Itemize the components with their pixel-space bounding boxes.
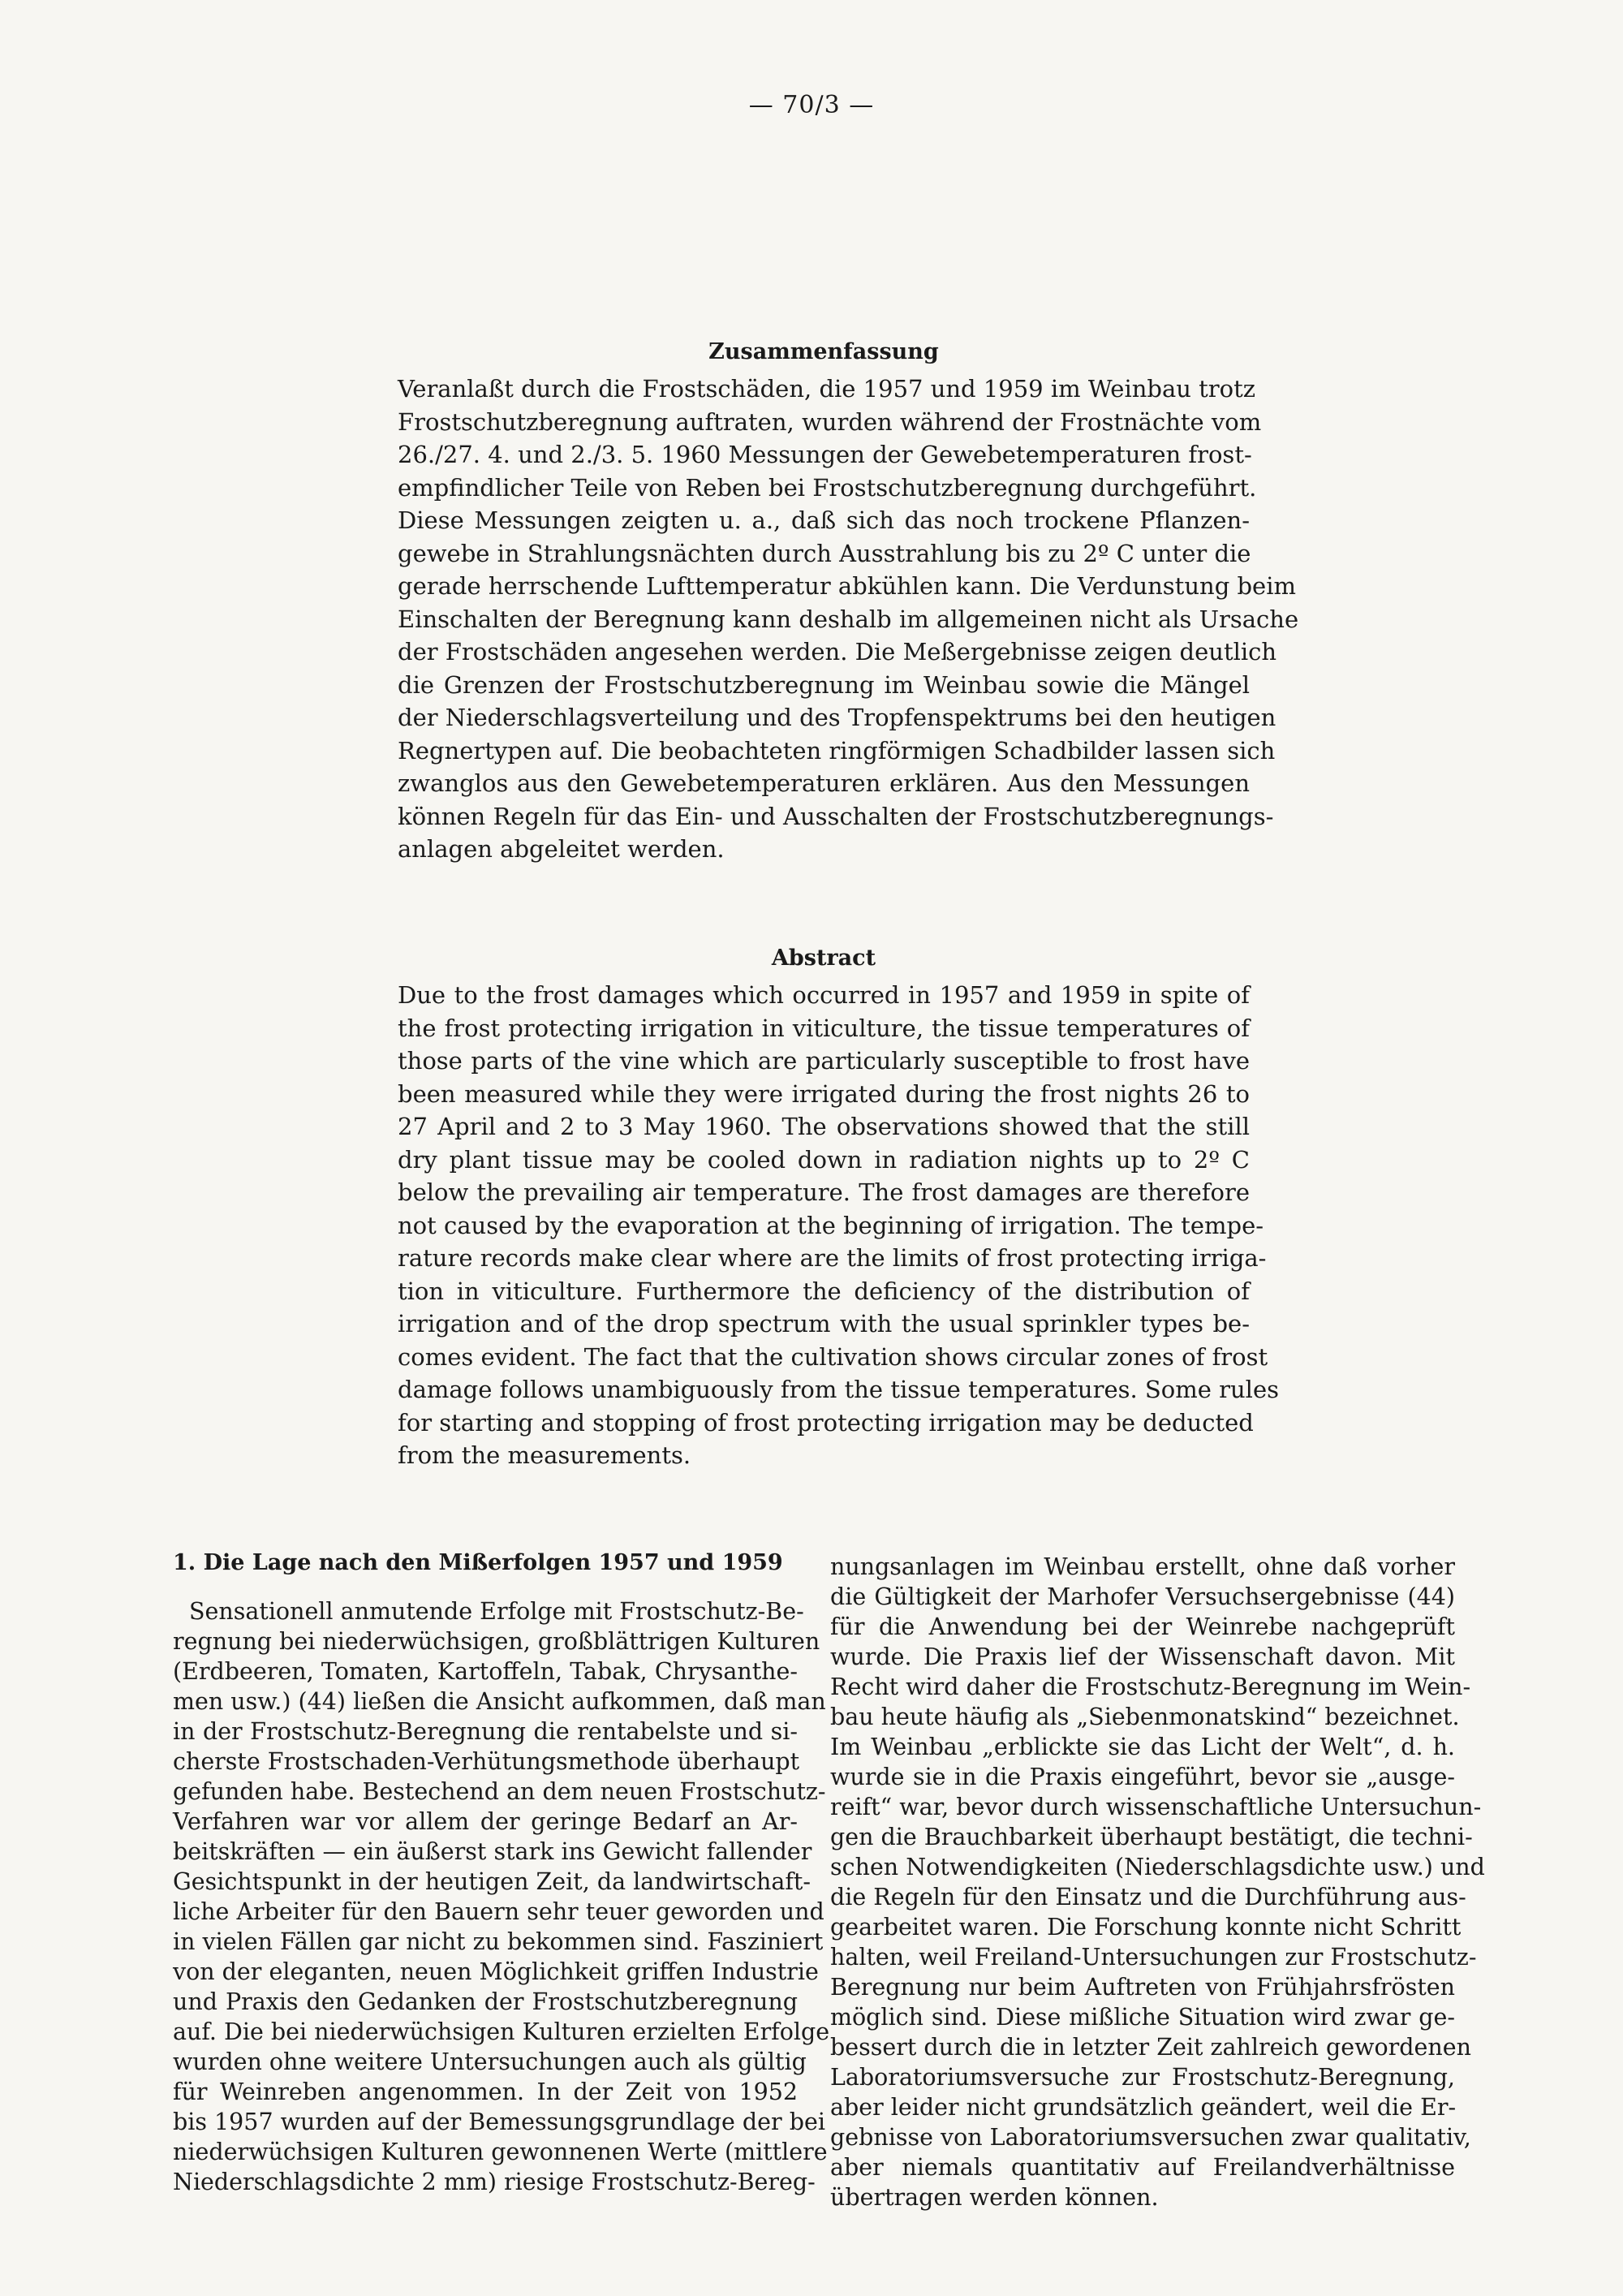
text-line: wurden ohne weitere Untersuchungen auch als gültig xyxy=(173,2048,807,2075)
text-line: rature records make clear where are the limits of frost protecting irriga- xyxy=(398,1244,1267,1272)
english-abstract xyxy=(398,946,1279,1472)
text-line: aber niemals quantitativ auf Freilandverhältnisse xyxy=(830,2154,1455,2181)
text-line: regnung bei niederwüchsigen, großblättrigen Kulturen xyxy=(173,1628,820,1655)
text-line: nungsanlagen im Weinbau erstellt, ohne daß vorher xyxy=(830,1553,1455,1580)
text-line: halten, weil Freiland-Untersuchungen zur Frostschutz- xyxy=(830,1944,1477,1971)
text-line: liche Arbeiter für den Bauern sehr teuer geworden und xyxy=(173,1898,824,1925)
text-line: der Niederschlagsverteilung und des Tropfenspektrums bei den heutigen xyxy=(398,704,1276,731)
text-line: gen die Brauchbarkeit überhaupt bestätigt, die techni- xyxy=(830,1824,1473,1850)
page-number: — 70/3 — xyxy=(748,91,875,119)
text-line: dry plant tissue may be cooled down in radiation nights up to 2º C xyxy=(398,1145,1250,1174)
text-line: Beregnung nur beim Auftreten von Frühjahrsfrösten xyxy=(830,1974,1455,2001)
text-line: Verfahren war vor allem der geringe Bedarf an Ar- xyxy=(173,1808,798,1835)
text-line: übertragen werden können. xyxy=(830,2184,1159,2211)
text-line: möglich sind. Diese mißliche Situation wird zwar ge- xyxy=(830,2004,1455,2031)
text-line: Regnertypen auf. Die beobachteten ringförmigen Schadbilder lassen sich xyxy=(398,736,1276,765)
text-line: von der eleganten, neuen Möglichkeit griffen Industrie xyxy=(173,1958,819,1985)
text-line: wurde. Die Praxis lief der Wissenschaft davon. Mit xyxy=(830,1643,1455,1670)
text-line: die Gültigkeit der Marhofer Versuchsergebnisse (44) xyxy=(830,1583,1455,1610)
section-heading: 1. Die Lage nach den Mißerfolgen 1957 und 1959 xyxy=(173,1550,783,1575)
text-line: Im Weinbau „erblickte sie das Licht der Welt“, d. h. xyxy=(830,1734,1455,1760)
text-line: men usw.) (44) ließen die Ansicht aufkommen, daß man xyxy=(173,1688,826,1715)
text-line: Recht wird daher die Frostschutz-Beregnung im Wein- xyxy=(830,1674,1471,1700)
text-line: in der Frostschutz-Beregnung die rentabelste und si- xyxy=(173,1718,798,1745)
text-line: bessert durch die in letzter Zeit zahlreich gewordenen xyxy=(830,2034,1471,2061)
text-line: Laboratoriumsversuche zur Frostschutz-Beregnung, xyxy=(830,2064,1455,2091)
text-line: die Regeln für den Einsatz und die Durchführung aus- xyxy=(830,1884,1466,1910)
text-line: zwanglos aus den Gewebetemperaturen erklären. Aus den Messungen xyxy=(398,769,1250,797)
text-line: cherste Frostschaden-Verhütungsmethode überhaupt xyxy=(173,1748,800,1775)
text-line: reift“ war, bevor durch wissenschaftliche Untersuchun- xyxy=(830,1794,1482,1820)
text-line: irrigation and of the drop spectrum with the usual sprinkler types be- xyxy=(398,1310,1250,1338)
text-line: gebnisse von Laboratoriumsversuchen zwar qualitativ, xyxy=(830,2124,1471,2151)
left-column-text xyxy=(173,1596,830,2197)
text-line: those parts of the vine which are particularly susceptible to frost have xyxy=(398,1047,1250,1075)
text-line: below the prevailing air temperature. The frost damages are therefore xyxy=(398,1178,1250,1206)
text-line: 27 April and 2 to 3 May 1960. The observations showed that the still xyxy=(398,1113,1250,1140)
summary-title: Zusammenfassung xyxy=(708,339,939,364)
text-line: wurde sie in die Praxis eingeführt, bevor sie „ausge- xyxy=(830,1764,1455,1790)
right-column-text xyxy=(830,1552,1485,2212)
text-line: been measured while they were irrigated during the frost nights 26 to xyxy=(398,1079,1250,1108)
text-line: auf. Die bei niederwüchsigen Kulturen erzielten Erfolge xyxy=(173,2018,830,2045)
text-line: the frost protecting irrigation in viticulture, the tissue temperatures of xyxy=(398,1014,1250,1042)
right-column xyxy=(830,1552,1485,2212)
text-line: Gesichtspunkt in der heutigen Zeit, da landwirtschaft- xyxy=(173,1868,812,1895)
text-line: schen Notwendigkeiten (Niederschlagsdichte usw.) und xyxy=(830,1854,1485,1880)
text-line: niederwüchsigen Kulturen gewonnenen Werte (mittlere xyxy=(173,2139,828,2165)
text-line: anlagen abgeleitet werden. xyxy=(398,835,725,863)
german-summary xyxy=(398,339,1299,866)
text-line: Frostschutzberegnung auftraten, wurden während der Frostnächte vom xyxy=(398,407,1262,436)
text-line: der Frostschäden angesehen werden. Die Meßergebnisse zeigen deutlich xyxy=(398,638,1277,666)
text-line: Due to the frost damages which occurred in 1957 and 1959 in spite of xyxy=(398,981,1250,1009)
text-line: Veranlaßt durch die Frostschäden, die 1957 und 1959 im Weinbau trotz xyxy=(398,375,1256,403)
text-line: können Regeln für das Ein- und Ausschalten der Frostschutzberegnungs- xyxy=(398,802,1274,830)
text-line: (Erdbeeren, Tomaten, Kartoffeln, Tabak, Chrysanthe- xyxy=(173,1658,798,1685)
summary-text xyxy=(398,373,1299,866)
text-line: Einschalten der Beregnung kann deshalb im allgemeinen nicht als Ursache xyxy=(398,605,1299,633)
text-line: Sensationell anmutende Erfolge mit Frostschutz-Be- xyxy=(189,1598,804,1625)
text-line: bis 1957 wurden auf der Bemessungsgrundlage der bei xyxy=(173,2109,825,2135)
text-line: gefunden habe. Bestechend an dem neuen Frostschutz- xyxy=(173,1778,826,1805)
text-line: Niederschlagsdichte 2 mm) riesige Frostschutz-Bereg- xyxy=(173,2169,816,2195)
text-line: 26./27. 4. und 2./3. 5. 1960 Messungen der Gewebetemperaturen frost- xyxy=(398,441,1252,468)
abstract-text xyxy=(398,979,1279,1472)
text-line: gewebe in Strahlungsnächten durch Ausstrahlung bis zu 2º C unter die xyxy=(398,539,1251,567)
text-line: Diese Messungen zeigten u. a., daß sich das noch trockene Pflanzen- xyxy=(398,506,1250,534)
text-line: für die Anwendung bei der Weinrebe nachgeprüft xyxy=(830,1613,1455,1640)
text-line: not caused by the evaporation at the beginning of irrigation. The tempe- xyxy=(398,1211,1264,1239)
text-line: from the measurements. xyxy=(398,1441,691,1469)
text-line: aber leider nicht grundsätzlich geändert, weil die Er- xyxy=(830,2094,1457,2121)
text-line: gearbeitet waren. Die Forschung konnte nicht Schritt xyxy=(830,1914,1462,1941)
text-line: tion in viticulture. Furthermore the deficiency of the distribution of xyxy=(398,1277,1250,1305)
left-column xyxy=(173,1550,830,2197)
text-line: bau heute häufig als „Siebenmonatskind“ bezeichnet. xyxy=(830,1704,1460,1730)
text-line: gerade herrschende Lufttemperatur abkühlen kann. Die Verdunstung beim xyxy=(398,572,1296,600)
text-line: die Grenzen der Frostschutzberegnung im Weinbau sowie die Mängel xyxy=(398,670,1250,699)
text-line: beitskräften — ein äußerst stark ins Gewicht fallender xyxy=(173,1838,812,1865)
text-line: empfindlicher Teile von Reben bei Frostschutzberegnung durchgeführt. xyxy=(398,473,1257,502)
text-line: in vielen Fällen gar nicht zu bekommen sind. Fasziniert xyxy=(173,1928,824,1955)
text-line: damage follows unambiguously from the tissue temperatures. Some rules xyxy=(398,1376,1279,1403)
text-line: für Weinreben angenommen. In der Zeit von 1952 xyxy=(173,2078,798,2105)
abstract-title: Abstract xyxy=(771,946,876,971)
text-line: und Praxis den Gedanken der Frostschutzberegnung xyxy=(173,1988,798,2015)
text-line: for starting and stopping of frost protecting irrigation may be deducted xyxy=(398,1408,1254,1437)
text-line: comes evident. The fact that the cultivation shows circular zones of frost xyxy=(398,1342,1268,1371)
